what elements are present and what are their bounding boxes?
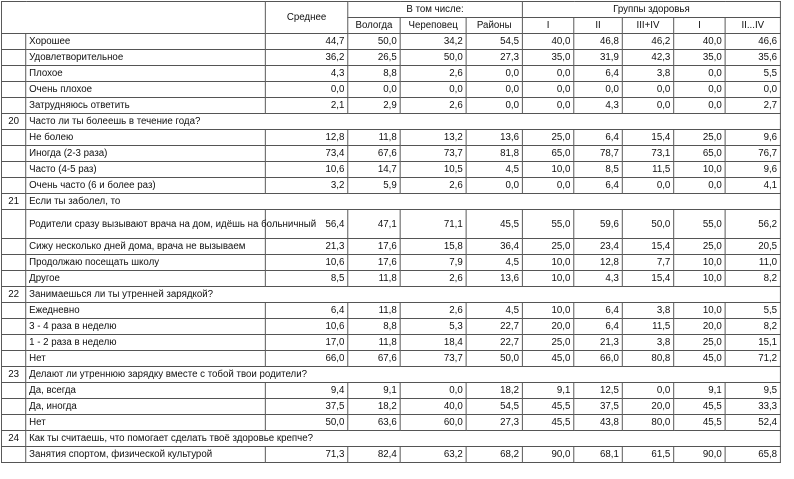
value-cell: 10,0 — [522, 271, 573, 287]
value-cell: 73,7 — [400, 351, 466, 367]
value-cell: 4,3 — [574, 98, 623, 114]
value-cell: 12,5 — [574, 383, 623, 399]
value-cell: 8,8 — [348, 66, 400, 82]
answer-label: Очень часто (6 и более раз) — [26, 178, 266, 194]
value-cell: 45,5 — [522, 415, 573, 431]
header-group-i-b: I — [674, 18, 725, 34]
value-cell: 6,4 — [574, 178, 623, 194]
value-cell: 2,7 — [725, 98, 780, 114]
value-cell: 71,1 — [400, 210, 466, 239]
value-cell: 15,4 — [622, 271, 673, 287]
value-cell: 17,6 — [348, 239, 400, 255]
value-cell: 18,4 — [400, 335, 466, 351]
row-index-cell — [1, 271, 25, 287]
value-cell: 0,0 — [674, 82, 725, 98]
value-cell: 36,2 — [265, 50, 347, 66]
value-cell: 10,0 — [674, 303, 725, 319]
value-cell: 18,2 — [348, 399, 400, 415]
value-cell: 11,8 — [348, 130, 400, 146]
value-cell: 13,6 — [466, 130, 522, 146]
value-cell: 65,8 — [725, 447, 780, 463]
value-cell: 45,5 — [522, 399, 573, 415]
value-cell: 3,2 — [265, 178, 347, 194]
header-group-ii-iv: II...IV — [725, 18, 780, 34]
value-cell: 45,5 — [674, 415, 725, 431]
value-cell: 8,5 — [574, 162, 623, 178]
row-index-cell — [1, 351, 25, 367]
value-cell: 11,0 — [725, 255, 780, 271]
answer-label: Родители сразу вызывают врача на дом, идёшь на больничный — [26, 210, 266, 239]
value-cell: 54,5 — [466, 399, 522, 415]
value-cell: 66,0 — [574, 351, 623, 367]
value-cell: 13,6 — [466, 271, 522, 287]
answer-label: Да, всегда — [26, 383, 266, 399]
value-cell: 52,4 — [725, 415, 780, 431]
header-group-i: I — [522, 18, 573, 34]
value-cell: 31,9 — [574, 50, 623, 66]
question-number: 21 — [1, 194, 25, 210]
answer-row — [1, 383, 780, 399]
value-cell: 68,1 — [574, 447, 623, 463]
value-cell: 27,3 — [466, 50, 522, 66]
value-cell: 40,0 — [674, 34, 725, 50]
value-cell: 44,7 — [265, 34, 347, 50]
answer-row — [1, 146, 780, 162]
value-cell: 10,0 — [522, 255, 573, 271]
answer-row — [1, 66, 780, 82]
value-cell: 0,0 — [265, 82, 347, 98]
value-cell: 11,5 — [622, 319, 673, 335]
survey-body — [1, 34, 780, 463]
value-cell: 11,8 — [348, 271, 400, 287]
header-average: Среднее — [265, 2, 347, 34]
value-cell: 2,6 — [400, 303, 466, 319]
value-cell: 65,0 — [522, 146, 573, 162]
answer-row — [1, 303, 780, 319]
value-cell: 11,8 — [348, 335, 400, 351]
value-cell: 78,7 — [574, 146, 623, 162]
value-cell: 47,1 — [348, 210, 400, 239]
value-cell: 0,0 — [522, 66, 573, 82]
value-cell: 63,2 — [400, 447, 466, 463]
value-cell: 10,0 — [522, 162, 573, 178]
value-cell: 4,5 — [466, 162, 522, 178]
question-text: Как ты считаешь, что помогает сделать твоё здоровье крепче? — [26, 431, 781, 447]
value-cell: 82,4 — [348, 447, 400, 463]
value-cell: 22,7 — [466, 319, 522, 335]
value-cell: 81,8 — [466, 146, 522, 162]
value-cell: 14,7 — [348, 162, 400, 178]
row-index-cell — [1, 98, 25, 114]
row-index-cell — [1, 210, 25, 239]
value-cell: 42,3 — [622, 50, 673, 66]
answer-label: Удовлетворительное — [26, 50, 266, 66]
value-cell: 35,0 — [674, 50, 725, 66]
value-cell: 63,6 — [348, 415, 400, 431]
value-cell: 10,0 — [522, 303, 573, 319]
value-cell: 25,0 — [674, 130, 725, 146]
value-cell: 71,2 — [725, 351, 780, 367]
value-cell: 10,0 — [674, 255, 725, 271]
value-cell: 2,6 — [400, 98, 466, 114]
answer-row — [1, 319, 780, 335]
value-cell: 36,4 — [466, 239, 522, 255]
answer-label: 3 - 4 раза в неделю — [26, 319, 266, 335]
answer-row — [1, 130, 780, 146]
value-cell: 45,0 — [522, 351, 573, 367]
value-cell: 40,0 — [522, 34, 573, 50]
question-number: 24 — [1, 431, 25, 447]
value-cell: 2,6 — [400, 66, 466, 82]
question-number: 22 — [1, 287, 25, 303]
answer-label: Иногда (2-3 раза) — [26, 146, 266, 162]
value-cell: 43,8 — [574, 415, 623, 431]
value-cell: 18,2 — [466, 383, 522, 399]
header-row-1 — [1, 2, 780, 18]
answer-row — [1, 399, 780, 415]
row-index-cell — [1, 146, 25, 162]
value-cell: 9,6 — [725, 130, 780, 146]
answer-label: Да, иногда — [26, 399, 266, 415]
value-cell: 0,0 — [466, 98, 522, 114]
header-group-ii: II — [574, 18, 623, 34]
value-cell: 68,2 — [466, 447, 522, 463]
value-cell: 2,9 — [348, 98, 400, 114]
value-cell: 21,3 — [265, 239, 347, 255]
row-index-cell — [1, 34, 25, 50]
value-cell: 0,0 — [622, 98, 673, 114]
row-index-cell — [1, 383, 25, 399]
answer-row — [1, 351, 780, 367]
value-cell: 10,6 — [265, 255, 347, 271]
question-row — [1, 431, 780, 447]
row-index-cell — [1, 319, 25, 335]
value-cell: 76,7 — [725, 146, 780, 162]
value-cell: 6,4 — [574, 319, 623, 335]
value-cell: 22,7 — [466, 335, 522, 351]
value-cell: 6,4 — [574, 130, 623, 146]
value-cell: 59,6 — [574, 210, 623, 239]
row-index-cell — [1, 399, 25, 415]
value-cell: 90,0 — [522, 447, 573, 463]
answer-row — [1, 239, 780, 255]
value-cell: 17,0 — [265, 335, 347, 351]
value-cell: 10,6 — [265, 162, 347, 178]
value-cell: 6,4 — [265, 303, 347, 319]
value-cell: 73,1 — [622, 146, 673, 162]
value-cell: 8,5 — [265, 271, 347, 287]
answer-row — [1, 255, 780, 271]
value-cell: 45,5 — [466, 210, 522, 239]
value-cell: 15,4 — [622, 130, 673, 146]
value-cell: 0,0 — [674, 178, 725, 194]
value-cell: 50,0 — [348, 34, 400, 50]
answer-label: 1 - 2 раза в неделю — [26, 335, 266, 351]
value-cell: 2,6 — [400, 178, 466, 194]
value-cell: 34,2 — [400, 34, 466, 50]
question-text: Занимаешься ли ты утренней зарядкой? — [26, 287, 781, 303]
value-cell: 9,5 — [725, 383, 780, 399]
value-cell: 0,0 — [400, 82, 466, 98]
value-cell: 20,0 — [674, 319, 725, 335]
value-cell: 80,8 — [622, 351, 673, 367]
row-index-cell — [1, 66, 25, 82]
value-cell: 0,0 — [466, 178, 522, 194]
header-group-iii-iv: III+IV — [622, 18, 673, 34]
value-cell: 2,1 — [265, 98, 347, 114]
value-cell: 73,7 — [400, 146, 466, 162]
answer-label: Плохое — [26, 66, 266, 82]
value-cell: 8,8 — [348, 319, 400, 335]
answer-label: Очень плохое — [26, 82, 266, 98]
answer-label: Не болею — [26, 130, 266, 146]
value-cell: 0,0 — [622, 178, 673, 194]
value-cell: 23,4 — [574, 239, 623, 255]
value-cell: 27,3 — [466, 415, 522, 431]
value-cell: 13,2 — [400, 130, 466, 146]
answer-label: Другое — [26, 271, 266, 287]
value-cell: 61,5 — [622, 447, 673, 463]
value-cell: 15,4 — [622, 239, 673, 255]
value-cell: 3,8 — [622, 335, 673, 351]
value-cell: 37,5 — [265, 399, 347, 415]
question-number: 23 — [1, 367, 25, 383]
row-index-cell — [1, 255, 25, 271]
value-cell: 56,4 — [265, 210, 347, 239]
row-index-cell — [1, 130, 25, 146]
value-cell: 55,0 — [674, 210, 725, 239]
row-index-cell — [1, 82, 25, 98]
value-cell: 12,8 — [265, 130, 347, 146]
value-cell: 0,0 — [348, 82, 400, 98]
value-cell: 0,0 — [466, 66, 522, 82]
row-index-cell — [1, 447, 25, 463]
row-index-cell — [1, 415, 25, 431]
question-text: Делают ли утреннюю зарядку вместе с тобой твои родители? — [26, 367, 781, 383]
value-cell: 73,4 — [265, 146, 347, 162]
value-cell: 0,0 — [725, 82, 780, 98]
value-cell: 25,0 — [674, 335, 725, 351]
answer-row — [1, 210, 780, 239]
answer-row — [1, 98, 780, 114]
value-cell: 37,5 — [574, 399, 623, 415]
value-cell: 26,5 — [348, 50, 400, 66]
question-number: 20 — [1, 114, 25, 130]
value-cell: 55,0 — [522, 210, 573, 239]
question-row — [1, 194, 780, 210]
value-cell: 20,0 — [522, 319, 573, 335]
value-cell: 15,1 — [725, 335, 780, 351]
answer-label: Ежедневно — [26, 303, 266, 319]
value-cell: 10,0 — [674, 271, 725, 287]
value-cell: 67,6 — [348, 351, 400, 367]
value-cell: 3,8 — [622, 66, 673, 82]
header-cherepovets: Череповец — [400, 18, 466, 34]
value-cell: 8,2 — [725, 271, 780, 287]
value-cell: 50,0 — [265, 415, 347, 431]
value-cell: 10,0 — [674, 162, 725, 178]
header-districts: Районы — [466, 18, 522, 34]
answer-label: Нет — [26, 415, 266, 431]
value-cell: 4,3 — [265, 66, 347, 82]
answer-label: Затрудняюсь ответить — [26, 98, 266, 114]
value-cell: 17,6 — [348, 255, 400, 271]
header-including: В том числе: — [348, 2, 523, 18]
value-cell: 35,6 — [725, 50, 780, 66]
header-vologda: Вологда — [348, 18, 400, 34]
answer-row — [1, 271, 780, 287]
value-cell: 5,3 — [400, 319, 466, 335]
value-cell: 35,0 — [522, 50, 573, 66]
answer-label: Часто (4-5 раз) — [26, 162, 266, 178]
value-cell: 65,0 — [674, 146, 725, 162]
value-cell: 0,0 — [522, 82, 573, 98]
value-cell: 25,0 — [674, 239, 725, 255]
value-cell: 80,0 — [622, 415, 673, 431]
value-cell: 25,0 — [522, 130, 573, 146]
value-cell: 4,3 — [574, 271, 623, 287]
question-row — [1, 367, 780, 383]
question-row — [1, 287, 780, 303]
value-cell: 4,1 — [725, 178, 780, 194]
question-row — [1, 114, 780, 130]
answer-label: Хорошее — [26, 34, 266, 50]
value-cell: 0,0 — [522, 178, 573, 194]
row-index-cell — [1, 303, 25, 319]
value-cell: 15,8 — [400, 239, 466, 255]
value-cell: 90,0 — [674, 447, 725, 463]
value-cell: 50,0 — [622, 210, 673, 239]
survey-table — [1, 1, 781, 463]
answer-label: Занятия спортом, физической культурой — [26, 447, 266, 463]
value-cell: 67,6 — [348, 146, 400, 162]
answer-row — [1, 415, 780, 431]
value-cell: 11,5 — [622, 162, 673, 178]
answer-row — [1, 82, 780, 98]
value-cell: 20,0 — [622, 399, 673, 415]
value-cell: 4,5 — [466, 303, 522, 319]
value-cell: 0,0 — [466, 82, 522, 98]
value-cell: 60,0 — [400, 415, 466, 431]
value-cell: 9,4 — [265, 383, 347, 399]
value-cell: 21,3 — [574, 335, 623, 351]
header-health-groups: Группы здоровья — [522, 2, 780, 18]
value-cell: 46,8 — [574, 34, 623, 50]
answer-row — [1, 335, 780, 351]
question-text: Если ты заболел, то — [26, 194, 781, 210]
value-cell: 9,1 — [674, 383, 725, 399]
value-cell: 33,3 — [725, 399, 780, 415]
value-cell: 6,4 — [574, 303, 623, 319]
value-cell: 3,8 — [622, 303, 673, 319]
row-index-cell — [1, 162, 25, 178]
value-cell: 46,2 — [622, 34, 673, 50]
answer-row — [1, 50, 780, 66]
value-cell: 25,0 — [522, 335, 573, 351]
value-cell: 9,1 — [522, 383, 573, 399]
value-cell: 0,0 — [674, 66, 725, 82]
value-cell: 9,1 — [348, 383, 400, 399]
value-cell: 0,0 — [622, 82, 673, 98]
value-cell: 10,6 — [265, 319, 347, 335]
header-blank — [1, 2, 265, 34]
value-cell: 5,5 — [725, 303, 780, 319]
value-cell: 45,5 — [674, 399, 725, 415]
value-cell: 40,0 — [400, 399, 466, 415]
value-cell: 9,6 — [725, 162, 780, 178]
value-cell: 50,0 — [400, 50, 466, 66]
value-cell: 66,0 — [265, 351, 347, 367]
answer-label: Нет — [26, 351, 266, 367]
answer-row — [1, 34, 780, 50]
answer-label: Сижу несколько дней дома, врача не вызываем — [26, 239, 266, 255]
answer-row — [1, 447, 780, 463]
value-cell: 5,9 — [348, 178, 400, 194]
value-cell: 10,5 — [400, 162, 466, 178]
value-cell: 8,2 — [725, 319, 780, 335]
value-cell: 7,9 — [400, 255, 466, 271]
row-index-cell — [1, 335, 25, 351]
value-cell: 0,0 — [574, 82, 623, 98]
value-cell: 12,8 — [574, 255, 623, 271]
value-cell: 50,0 — [466, 351, 522, 367]
question-text: Часто ли ты болеешь в течение года? — [26, 114, 781, 130]
value-cell: 5,5 — [725, 66, 780, 82]
answer-row — [1, 178, 780, 194]
value-cell: 4,5 — [466, 255, 522, 271]
value-cell: 0,0 — [400, 383, 466, 399]
value-cell: 0,0 — [622, 383, 673, 399]
row-index-cell — [1, 50, 25, 66]
answer-label: Продолжаю посещать школу — [26, 255, 266, 271]
value-cell: 0,0 — [674, 98, 725, 114]
value-cell: 46,6 — [725, 34, 780, 50]
value-cell: 56,2 — [725, 210, 780, 239]
value-cell: 25,0 — [522, 239, 573, 255]
value-cell: 54,5 — [466, 34, 522, 50]
row-index-cell — [1, 178, 25, 194]
value-cell: 20,5 — [725, 239, 780, 255]
answer-row — [1, 162, 780, 178]
value-cell: 0,0 — [522, 98, 573, 114]
value-cell: 2,6 — [400, 271, 466, 287]
value-cell: 11,8 — [348, 303, 400, 319]
value-cell: 45,0 — [674, 351, 725, 367]
row-index-cell — [1, 239, 25, 255]
value-cell: 71,3 — [265, 447, 347, 463]
value-cell: 6,4 — [574, 66, 623, 82]
value-cell: 7,7 — [622, 255, 673, 271]
